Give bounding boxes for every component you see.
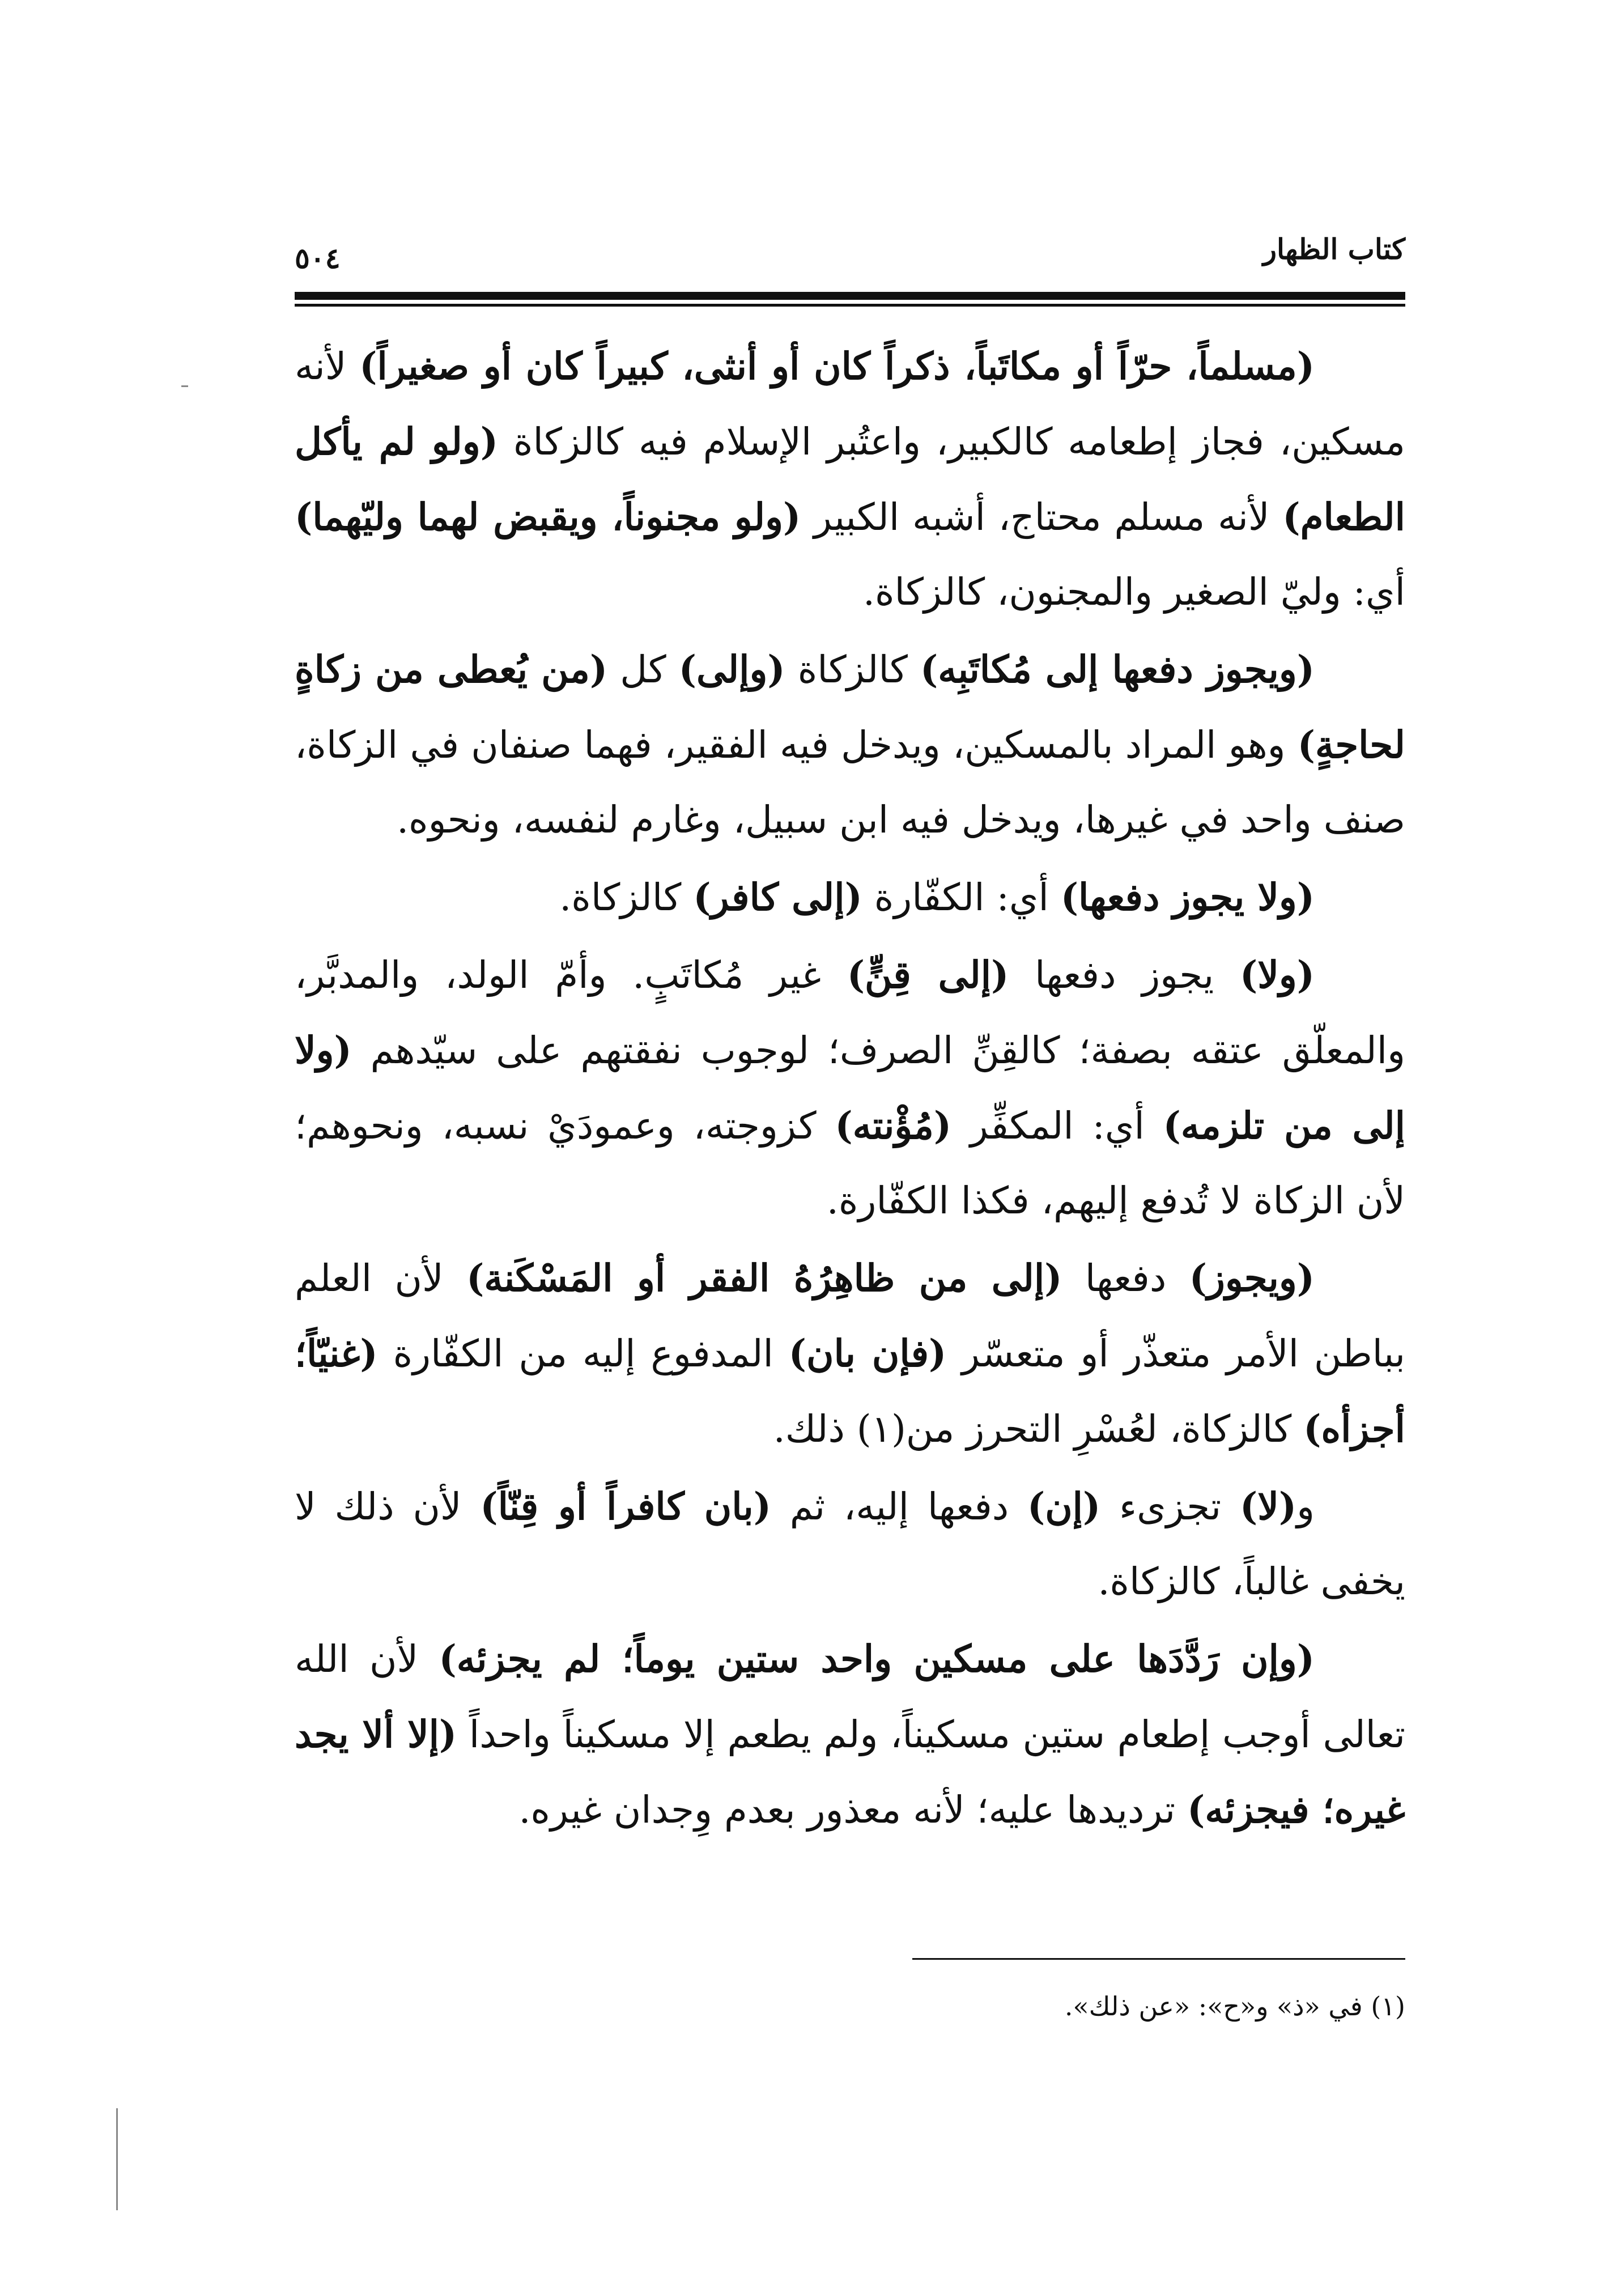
paragraph (295, 1469, 1405, 1619)
text-run: ترديدها عليه؛ لأنه معذور بعدم وِجدان غيره. (518, 1788, 1188, 1832)
running-title: كتاب الظهار (1262, 232, 1405, 266)
paragraph (295, 860, 1405, 935)
scan-margin-mark (181, 385, 188, 387)
header-rule-thick (295, 292, 1405, 300)
text-bold: (إلا ألا يجد غيره؛ فيجزئه) (295, 1712, 1405, 1832)
paragraph (295, 1241, 1405, 1467)
text-bold: (بان كافراً أو قِنّاً) (480, 1484, 771, 1528)
text-run: دفعها (1062, 1256, 1189, 1300)
text-bold: (ولا إلى من تلزمه) (295, 1028, 1405, 1148)
text-bold: (فإن بان) (788, 1331, 947, 1375)
page-header (295, 232, 1405, 278)
text-run: كل (607, 648, 679, 691)
header-rule-thin (295, 304, 1405, 307)
text-run: كالزكاة (785, 648, 920, 691)
text-run: و (1296, 1485, 1315, 1528)
text-bold: (إلى من ظاهِرُهُ الفقر أو المَسْكَنة) (466, 1256, 1062, 1300)
text-bold: (إلى قِنٍّ) (847, 953, 1009, 997)
text-run: تجزىء (1100, 1485, 1240, 1528)
footnote-rule (912, 1958, 1405, 1960)
paragraph (295, 329, 1405, 630)
scan-margin-mark (116, 2108, 118, 2210)
text-bold: (مسلماً، حرّاً أو مكاتَباً، ذكراً كان أو أنثى، كبيراً كان أو صغيراً) (359, 344, 1315, 388)
text-bold: (ولو لم يأكل الطعام) (295, 419, 1405, 539)
paragraph (295, 632, 1405, 857)
text-bold: (ولا يجوز دفعها) (1060, 875, 1315, 919)
text-bold: (غنيّاً؛ أجزأه) (295, 1331, 1405, 1451)
text-run: لأن العلم بباطن الأمر متعذّر أو متعسّر (295, 1256, 1406, 1375)
text-bold: (مُؤْنته) (835, 1103, 952, 1148)
text-run: لأنه مسلم محتاج، أشبه الكبير (801, 495, 1283, 539)
text-run: المدفوع إليه من الكفّارة (377, 1332, 789, 1375)
footnote: (١) في «ذ» و«ح»: «عن ذلك». (1064, 1991, 1405, 2022)
text-run: كالزكاة، لعُسْرِ التحرز من(١) ذلك. (773, 1407, 1304, 1451)
text-run: أي: المكفِّر (951, 1104, 1163, 1148)
text-bold: (وإن رَدَّدَها على مسكين واحد ستين يوماً؛ لم يجزئه) (439, 1637, 1315, 1681)
text-run: كالزكاة. (559, 876, 694, 919)
body-text (295, 329, 1405, 1848)
text-bold: (ولو مجنوناً، ويقبض لهما وليّهما) (295, 495, 801, 539)
text-bold: (ويجوز دفعها إلى مُكاتَبِه) (920, 647, 1315, 691)
text-run: وهو المراد بالمسكين، ويدخل فيه الفقير، فهما صنفان في الزكاة، صنف واحد في غيرها، ويدخل فيه ابن سبيل، وغارم لنفسه، ونحوه. (295, 723, 1405, 842)
paragraph (295, 937, 1405, 1238)
text-bold: (من يُعطى من زكاةٍ لحاجةٍ) (295, 647, 1405, 767)
text-run: دفعها إليه، ثم (771, 1485, 1027, 1528)
text-run: أي: وليّ الصغير والمجنون، كالزكاة. (863, 570, 1405, 614)
text-run: أي: الكفّارة (862, 876, 1061, 919)
paragraph (295, 1621, 1405, 1848)
text-run: لأن الله تعالى أوجب إطعام ستين مسكيناً، ولم يطعم إلا مسكيناً واحداً (295, 1637, 1405, 1756)
text-bold: (إلى كافر) (693, 875, 862, 919)
text-bold: (ويجوز) (1189, 1256, 1315, 1300)
text-run: يجوز دفعها (1009, 953, 1240, 997)
text-run: لأنه مسكين، فجاز إطعامه كالكبير، واعتُبر الإسلام فيه كالزكاة (295, 345, 1405, 464)
page-number: ٥٠٤ (295, 241, 341, 275)
text-bold: (إن) (1027, 1484, 1101, 1528)
text-bold: (وإلى) (678, 647, 785, 691)
text-run: كزوجته، وعمودَيْ نسبه، ونحوهم؛ لأن الزكاة لا تُدفع إليهم، فكذا الكفّارة. (295, 1104, 1405, 1222)
text-run: لأن ذلك لا يخفى غالباً، كالزكاة. (295, 1485, 1405, 1603)
text-bold: (لا) (1240, 1484, 1297, 1528)
text-run: غير مُكاتَبٍ. وأمّ الولد، والمدبَّر، والمعلّق عتقه بصفة؛ كالقِنِّ الصرف؛ لوجوب نفقتهم على سيّدهم (295, 953, 1405, 1072)
text-bold: (ولا) (1240, 953, 1315, 997)
